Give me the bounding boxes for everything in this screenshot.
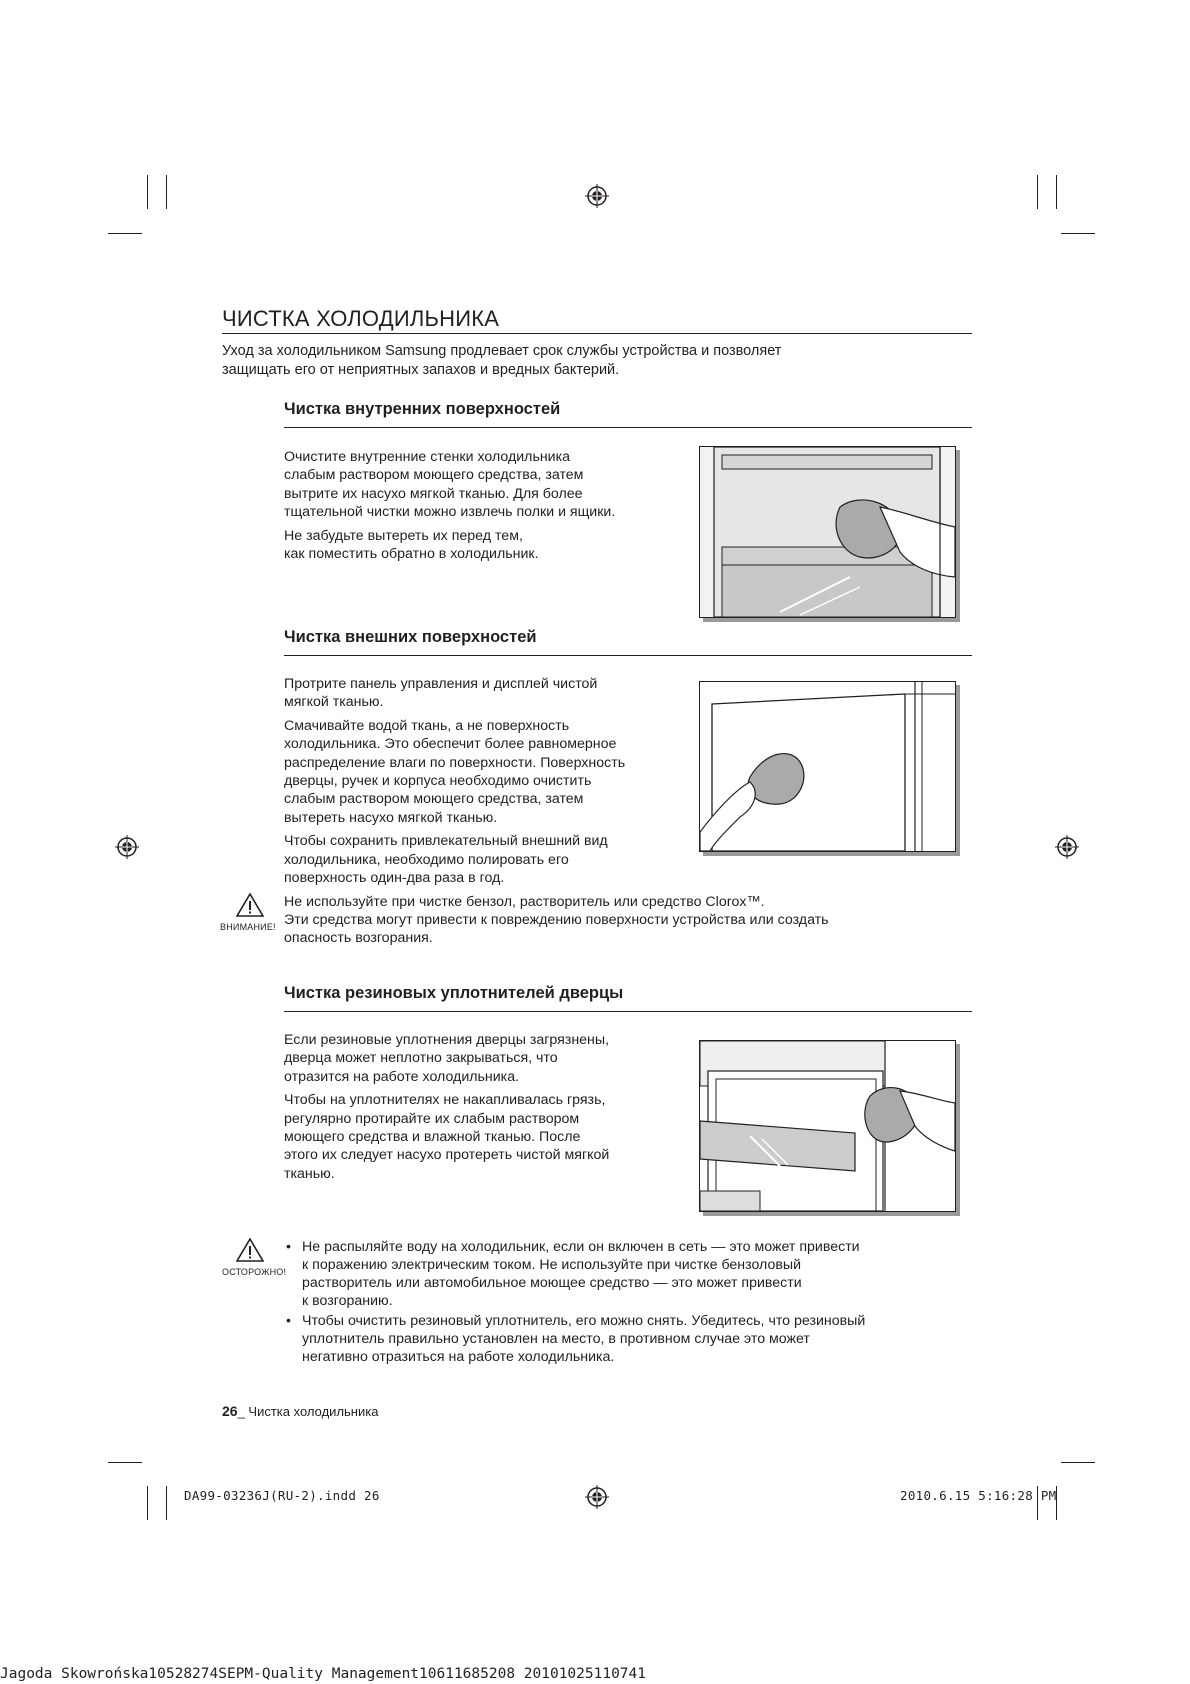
crop-mark [108,233,142,234]
fridge-interior-illustration [700,447,955,617]
bottom-stamp-line: Jagoda Skowrońska10528274SEPM-Quality Management10611685208 20101025110741 [0,1666,647,1682]
section-heading-inner: Чистка внутренних поверхностей [284,400,561,418]
figure-seal-cleaning [699,1040,956,1212]
crop-mark [166,1486,167,1520]
footer-separator: _ [237,1404,249,1419]
list-item: • Не распыляйте воду на холодильник, если он включен в сеть — это может привести к поражению электрическим током. Не используйте при чистке бензоловый растворитель или автомобильное моющее средство — это может привести к возгоранию. [284,1238,984,1310]
registration-mark-icon [1055,835,1079,859]
registration-mark-icon [585,1485,609,1509]
crop-mark [1037,175,1038,209]
intro-line: защищать его от неприятных запахов и вредных бактерий. [222,362,620,378]
section-outer-text [284,675,704,892]
paragraph: Чтобы сохранить привлекательный внешний вид холодильника, необходимо полировать его поверхность один-два раза в год. [284,833,608,887]
section-inner-text [284,448,704,568]
paragraph: Если резиновые уплотнения дверцы загрязнены, дверца может неплотно закрываться, что отразится на работе холодильника. [284,1032,610,1085]
paragraph: Не забудьте вытереть их перед тем, как поместить обратно в холодильник. [284,527,539,563]
slug-datetime: 2010.6.15 5:16:28 PM [900,1488,1057,1503]
section-rule [284,427,972,428]
section-rule [284,655,972,656]
caution-text [284,1238,984,1368]
title-rule [222,333,972,334]
registration-mark-icon [585,184,609,208]
warning-label: ВНИМАНИЕ! [220,922,276,932]
caution-list [284,1238,984,1366]
crop-mark [108,1462,142,1463]
figure-inner-cleaning [699,446,956,618]
figure-outer-cleaning [699,681,956,852]
page-number: 26 [222,1403,238,1419]
page-title: ЧИСТКА ХОЛОДИЛЬНИКА [222,306,500,331]
crop-mark [166,175,167,209]
crop-mark [1061,233,1095,234]
list-item: • Чтобы очистить резиновый уплотнитель, его можно снять. Убедитесь, что резиновый уплотнитель правильно установлен на место, в противном случае это может негативно отразиться на работе холодильника. [284,1312,984,1366]
fridge-seal-illustration [700,1041,955,1211]
paragraph: Очистите внутренние стенки холодильника слабым раствором моющего средства, затем вытрите их насухо мягкой тканью. Для более тщательной чистки можно извлечь полки и ящики. [284,449,616,521]
paragraph: Чтобы на уплотнителях не накапливалась грязь, регулярно протирайте их слабым раствором моющего средства и влажной тканью. После этого их следует насухо протереть чистой мягкой тканью. [284,1092,610,1182]
paragraph: Протрите панель управления и дисплей чистой мягкой тканью. [284,676,598,711]
crop-mark [147,1486,148,1520]
registration-mark-icon [115,835,139,859]
intro-text [222,342,942,380]
warning-triangle-icon [236,1238,264,1262]
paragraph: Смачивайте водой ткань, а не поверхность холодильника. Это обеспечит более равномерное распределение влаги по поверхности. Поверхность дверцы, ручек и корпуса необходимо очистить слабым раствором моющего средства, затем вытереть насухо мягкой тканью. [284,717,626,826]
intro-line: Уход за холодильником Samsung продлевает срок службы устройства и позволяет [222,343,782,359]
fridge-exterior-illustration [700,682,955,851]
crop-mark [147,175,148,209]
crop-mark [1056,175,1057,209]
section-rule [284,1011,972,1012]
warning-triangle-icon [236,893,264,917]
section-heading-outer: Чистка внешних поверхностей [284,628,537,646]
section-heading-seals: Чистка резиновых уплотнителей дверцы [284,984,624,1002]
footer-section-name: Чистка холодильника [248,1404,379,1419]
section-seals-text [284,1031,704,1188]
caution-label: ОСТОРОЖНО! [222,1267,287,1277]
slug-filename: DA99-03236J(RU-2).indd 26 [184,1488,380,1503]
page-footer [222,1403,378,1419]
crop-mark [1061,1462,1095,1463]
warning-text: Не используйте при чистке бензол, растворитель или средство Clorox™. Эти средства могут привести к повреждению поверхности устройства или создать опасность возгорания. [284,894,829,946]
